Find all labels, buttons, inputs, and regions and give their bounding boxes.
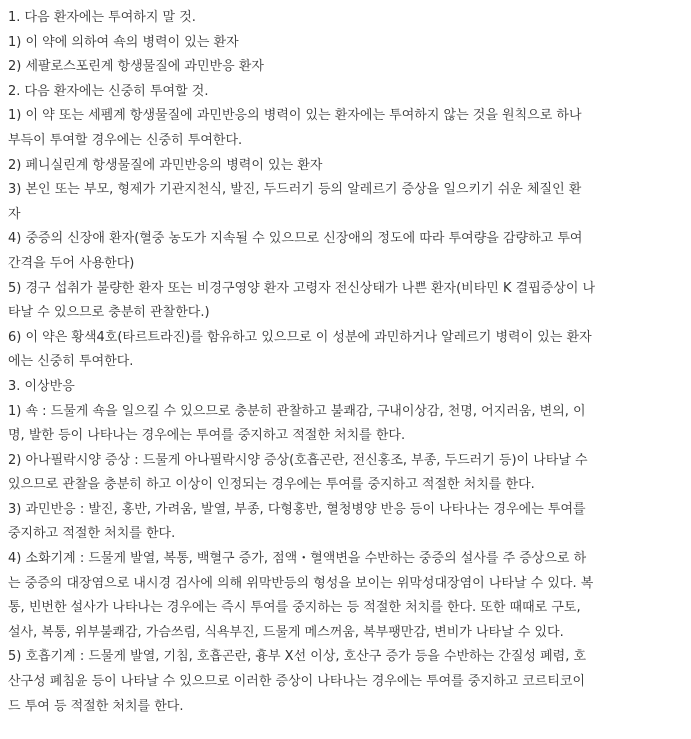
text-line: 1) 이 약에 의하여 쇽의 병력이 있는 환자 <box>8 34 239 50</box>
text-line: 4) 중증의 신장애 환자(혈중 농도가 지속될 수 있으므로 신장애의 정도에 따라 투여량을 감량하고 투여 <box>8 231 583 247</box>
text-line: 4) 소화기계 : 드물게 발열, 복통, 백혈구 증가, 점액・혈액변을 수반하는 중증의 설사를 주 증상으로 하 <box>8 551 587 567</box>
text-line: 3) 본인 또는 부모, 형제가 기관지천식, 발진, 두드러기 등의 알레르기 증상을 일으키기 쉬운 체질인 환 <box>8 182 582 198</box>
text-line: 는 중증의 대장염으로 내시경 검사에 의해 위막반등의 형성을 보이는 위막성대장염이 나타날 수 있다. 복 <box>8 575 594 591</box>
text-line: 2) 아나필락시양 증상 : 드물게 아나필락시양 증상(호흡곤란, 전신홍조, 부종, 두드러기 등)이 나타날 수 <box>8 452 588 468</box>
text-line: 에는 신중히 투여한다. <box>8 354 134 370</box>
text-line: 타날 수 있으므로 충분히 관찰한다.) <box>8 305 210 321</box>
text-line: 2) 페니실린계 항생물질에 과민반응의 병력이 있는 환자 <box>8 157 323 173</box>
text-line: 간격을 두어 사용한다) <box>8 255 135 271</box>
text-line: 1. 다음 환자에는 투여하지 말 것. <box>8 10 196 25</box>
text-line: 명, 발한 등이 나타나는 경우에는 투여를 중지하고 적절한 처치를 한다. <box>8 428 406 444</box>
text-line: 설사, 복통, 위부불쾌감, 가슴쓰림, 식욕부진, 드물게 메스꺼움, 복부팽만감, 변비가 나타날 수 있다. <box>8 624 564 640</box>
text-line: 중지하고 적절한 처치를 한다. <box>8 526 176 542</box>
text-line: 1) 이 약 또는 세펨계 항생물질에 과민반응의 병력이 있는 환자에는 투여하지 않는 것을 원칙으로 하나 <box>8 108 582 124</box>
text-line: 5) 호흡기계 : 드물게 발열, 기침, 호흡곤란, 흉부 X선 이상, 호산구 증가 등을 수반하는 간질성 폐렴, 호 <box>8 649 587 665</box>
text-line: 3) 과민반응 : 발진, 홍반, 가려움, 발열, 부종, 다형홍반, 혈청병양 반응 등이 나타나는 경우에는 투여를 <box>8 501 586 517</box>
text-line: 6) 이 약은 황색4호(타르트라진)를 함유하고 있으므로 이 성분에 과민하거나 알레르기 병력이 있는 환자 <box>8 329 592 345</box>
text-line: 자 <box>8 206 21 222</box>
text-line: 2) 세팔로스포린계 항생물질에 과민반응 환자 <box>8 59 264 75</box>
text-line: 2. 다음 환자에는 신중히 투여할 것. <box>8 83 209 99</box>
text-line: 5) 경구 섭취가 불량한 환자 또는 비경구영양 환자 고령자 전신상태가 나쁜 환자(비타민 K 결핍증상이 나 <box>8 280 596 296</box>
text-line: 드 투여 등 적절한 처치를 한다. <box>8 698 184 714</box>
text-line: 산구성 폐침윤 등이 나타날 수 있으므로 이러한 증상이 나타나는 경우에는 투여를 중지하고 코르티코이 <box>8 674 586 690</box>
text-line: 3. 이상반응 <box>8 378 75 394</box>
text-line: 부득이 투여할 경우에는 신중히 투여한다. <box>8 132 243 148</box>
text-line: 1) 쇽 : 드물게 쇽을 일으킬 수 있으므로 충분히 관찰하고 불쾌감, 구내이상감, 천명, 어지러움, 변의, 이 <box>8 403 586 419</box>
text-line: 있으므로 관찰을 충분히 하고 이상이 인정되는 경우에는 투여를 중지하고 적절한 처치를 한다. <box>8 477 535 493</box>
text-line: 통, 빈번한 설사가 나타나는 경우에는 즉시 투여를 중지하는 등 적절한 처치를 한다. 또한 때때로 구토, <box>8 600 581 616</box>
